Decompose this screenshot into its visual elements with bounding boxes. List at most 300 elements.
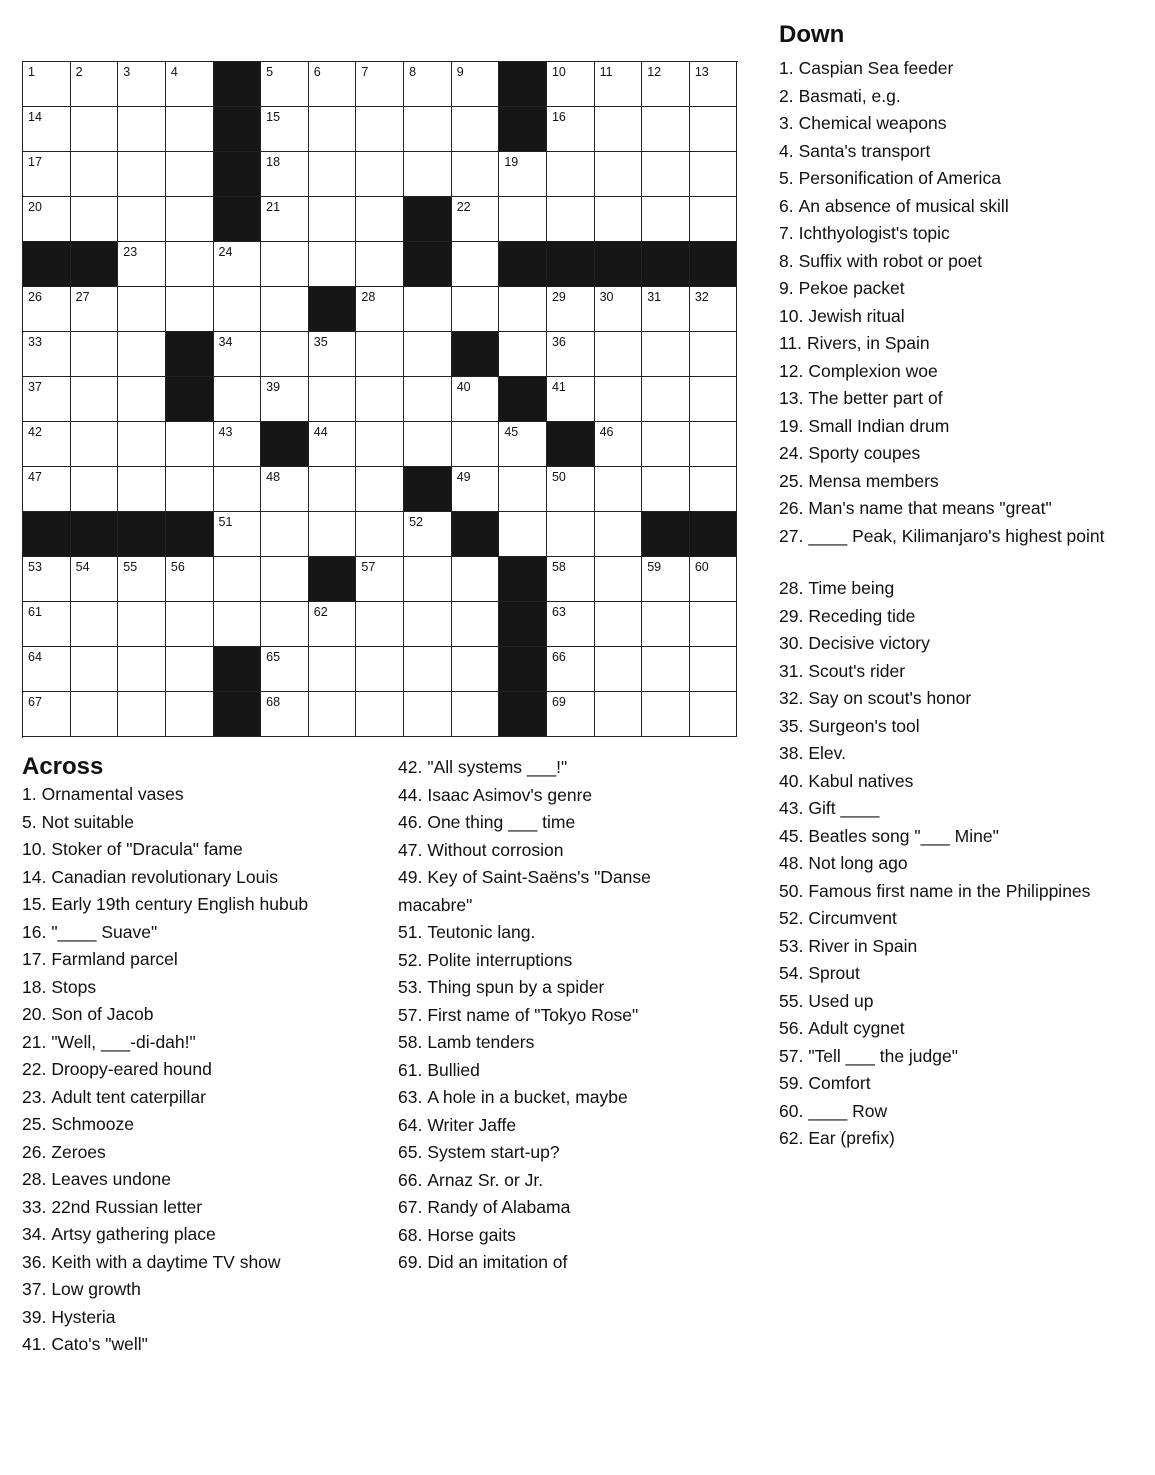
across-clues-column-1 (22, 781, 382, 1359)
grid-cell[interactable] (404, 602, 452, 647)
grid-cell[interactable] (309, 152, 357, 197)
grid-cell[interactable] (214, 422, 262, 467)
grid-cell[interactable] (404, 422, 452, 467)
clue-number-label: 3. (779, 113, 794, 133)
clue-text: "Well, ___-di-dah!" (51, 1031, 196, 1052)
grid-cell[interactable] (118, 152, 166, 197)
clue-number: 46 (599, 425, 614, 440)
grid-cell[interactable] (452, 377, 500, 422)
grid-cell[interactable] (214, 332, 262, 377)
grid-cell[interactable] (690, 692, 738, 737)
grid-cell[interactable] (309, 647, 357, 692)
black-square (214, 62, 262, 107)
clue-item (22, 1276, 382, 1304)
grid-cell[interactable] (642, 467, 690, 512)
grid-cell[interactable] (118, 557, 166, 602)
grid-cell[interactable] (261, 107, 309, 152)
grid-cell[interactable] (690, 557, 738, 602)
clue-number: 49 (456, 470, 471, 485)
grid-cell[interactable] (261, 377, 309, 422)
grid-cell[interactable] (166, 467, 214, 512)
clue-item (779, 55, 1149, 83)
grid-cell[interactable] (356, 692, 404, 737)
grid-cell[interactable] (547, 152, 595, 197)
grid-cell[interactable] (261, 287, 309, 332)
clue-number-label: 28. (779, 578, 804, 598)
clue-text: Personification of America (798, 168, 1001, 188)
grid-cell[interactable] (642, 107, 690, 152)
grid-cell[interactable] (404, 377, 452, 422)
black-square (499, 602, 547, 647)
grid-cell[interactable] (261, 602, 309, 647)
clue-number-label: 40. (779, 770, 804, 791)
grid-cell[interactable] (642, 377, 690, 422)
grid-cell[interactable] (499, 287, 547, 332)
grid-cell[interactable] (118, 692, 166, 737)
grid-cell[interactable] (309, 107, 357, 152)
grid-cell[interactable] (356, 467, 404, 512)
clue-text: Small Indian drum (808, 415, 950, 436)
grid-cell[interactable] (595, 152, 643, 197)
clue-text: Low growth (51, 1279, 141, 1299)
clue-number-label: 39. (22, 1306, 47, 1327)
grid-cell[interactable] (166, 422, 214, 467)
grid-cell[interactable] (452, 467, 500, 512)
grid-cell[interactable] (547, 647, 595, 692)
clue-number: 20 (28, 200, 42, 215)
grid-cell[interactable] (595, 557, 643, 602)
grid-cell[interactable] (356, 332, 404, 377)
clue-item (22, 836, 382, 864)
grid-cell[interactable] (547, 287, 595, 332)
clue-item (22, 809, 382, 837)
grid-cell[interactable] (71, 332, 119, 377)
black-square (166, 332, 214, 377)
clue-number: 62 (313, 605, 328, 620)
grid-cell[interactable] (642, 152, 690, 197)
clue-item (22, 1194, 382, 1222)
grid-cell[interactable] (595, 332, 643, 377)
clue-number: 58 (551, 560, 566, 575)
grid-cell[interactable] (404, 287, 452, 332)
grid-cell[interactable] (690, 62, 738, 107)
grid-cell[interactable] (642, 602, 690, 647)
clue-number-label: 2. (779, 85, 794, 106)
clue-number-label: 36. (22, 1251, 47, 1272)
grid-cell[interactable] (309, 512, 357, 557)
clue-number: 11 (599, 65, 613, 79)
clue-number: 54 (75, 560, 90, 575)
grid-cell[interactable] (118, 242, 166, 287)
grid-cell[interactable] (261, 242, 309, 287)
grid-cell[interactable] (118, 332, 166, 377)
grid-cell[interactable] (547, 197, 595, 242)
clue-item (779, 523, 1149, 551)
grid-cell[interactable] (499, 197, 547, 242)
clue-item (779, 850, 1149, 878)
clue-number: 6 (313, 65, 321, 79)
grid-cell[interactable] (356, 242, 404, 287)
clue-item (779, 193, 1149, 221)
grid-cell[interactable] (166, 287, 214, 332)
clue-number: 33 (28, 335, 42, 350)
clue-item (779, 1125, 1149, 1153)
clue-item (22, 1139, 382, 1167)
clue-text: Horse gaits (427, 1224, 516, 1245)
grid-cell[interactable] (118, 287, 166, 332)
grid-cell[interactable] (23, 62, 71, 107)
grid-cell[interactable] (356, 377, 404, 422)
clue-number: 35 (313, 335, 328, 350)
grid-cell[interactable] (309, 62, 357, 107)
grid-cell[interactable] (595, 287, 643, 332)
grid-cell[interactable] (547, 377, 595, 422)
grid-cell[interactable] (356, 197, 404, 242)
grid-cell[interactable] (642, 197, 690, 242)
grid-cell[interactable] (690, 287, 738, 332)
grid-cell[interactable] (642, 557, 690, 602)
grid-cell[interactable] (309, 422, 357, 467)
clue-number: 53 (28, 560, 42, 575)
grid-cell[interactable] (356, 602, 404, 647)
grid-cell[interactable] (452, 602, 500, 647)
grid-cell[interactable] (595, 647, 643, 692)
clue-item (779, 440, 1149, 468)
grid-cell[interactable] (642, 647, 690, 692)
grid-cell[interactable] (595, 62, 643, 107)
clue-number: 16 (551, 110, 566, 125)
clue-text: Keith with a daytime TV show (51, 1251, 281, 1272)
grid-cell[interactable] (690, 422, 738, 467)
grid-cell[interactable] (595, 602, 643, 647)
grid-cell[interactable] (261, 197, 309, 242)
grid-cell[interactable] (118, 62, 166, 107)
clue-number-label: 19. (779, 415, 804, 436)
grid-cell[interactable] (23, 602, 71, 647)
grid-cell[interactable] (690, 197, 738, 242)
clue-number-label: 33. (22, 1196, 47, 1217)
grid-cell[interactable] (166, 107, 214, 152)
grid-cell[interactable] (452, 242, 500, 287)
clue-number: 12 (647, 65, 662, 79)
grid-cell[interactable] (404, 557, 452, 602)
grid-cell[interactable] (214, 242, 262, 287)
grid-cell[interactable] (71, 602, 119, 647)
clue-number: 61 (28, 605, 42, 620)
grid-cell[interactable] (404, 512, 452, 557)
clue-number-label: 43. (779, 798, 804, 818)
grid-cell[interactable] (261, 332, 309, 377)
clue-number-label: 53. (779, 935, 804, 956)
grid-cell[interactable] (71, 467, 119, 512)
clue-item (398, 1002, 698, 1030)
grid-cell[interactable] (356, 647, 404, 692)
clue-text: Gift ____ (808, 798, 880, 818)
grid-cell[interactable] (547, 557, 595, 602)
clue-text: Decisive victory (808, 633, 930, 653)
grid-cell[interactable] (118, 647, 166, 692)
grid-cell[interactable] (71, 287, 119, 332)
grid-cell[interactable] (547, 467, 595, 512)
grid-cell[interactable] (595, 422, 643, 467)
grid-cell[interactable] (261, 692, 309, 737)
grid-cell[interactable] (690, 467, 738, 512)
clue-text: Stops (51, 976, 97, 997)
grid-cell[interactable] (118, 422, 166, 467)
clue-number: 50 (551, 470, 566, 485)
grid-cell[interactable] (547, 62, 595, 107)
grid-cell[interactable] (309, 332, 357, 377)
black-square (404, 197, 452, 242)
clue-item (779, 933, 1149, 961)
black-square (452, 512, 500, 557)
grid-cell[interactable] (214, 467, 262, 512)
grid-cell[interactable] (118, 377, 166, 422)
grid-cell[interactable] (595, 377, 643, 422)
grid-cell[interactable] (356, 512, 404, 557)
grid-cell[interactable] (71, 647, 119, 692)
black-square (309, 557, 357, 602)
grid-cell[interactable] (214, 377, 262, 422)
grid-cell[interactable] (166, 152, 214, 197)
grid-cell[interactable] (71, 152, 119, 197)
grid-cell[interactable] (499, 512, 547, 557)
grid-cell[interactable] (166, 62, 214, 107)
grid-cell[interactable] (356, 152, 404, 197)
clue-text: ____ Peak, Kilimanjaro's highest point (808, 525, 1105, 546)
grid-cell[interactable] (452, 422, 500, 467)
grid-cell[interactable] (404, 107, 452, 152)
grid-cell[interactable] (118, 197, 166, 242)
grid-cell[interactable] (309, 377, 357, 422)
grid-cell[interactable] (118, 107, 166, 152)
clue-text: Lamb tenders (427, 1032, 535, 1052)
grid-cell[interactable] (23, 467, 71, 512)
grid-cell[interactable] (690, 602, 738, 647)
clue-number-label: 66. (398, 1169, 423, 1190)
grid-cell[interactable] (642, 692, 690, 737)
clue-number: 8 (409, 65, 417, 79)
grid-cell[interactable] (595, 197, 643, 242)
clue-item (22, 919, 382, 947)
grid-cell[interactable] (118, 467, 166, 512)
grid-cell[interactable] (71, 107, 119, 152)
grid-cell[interactable] (71, 422, 119, 467)
grid-cell[interactable] (404, 332, 452, 377)
grid-cell[interactable] (499, 152, 547, 197)
grid-cell[interactable] (309, 197, 357, 242)
grid-cell[interactable] (166, 197, 214, 242)
grid-cell[interactable] (23, 692, 71, 737)
grid-cell[interactable] (690, 107, 738, 152)
grid-cell[interactable] (404, 62, 452, 107)
grid-cell[interactable] (690, 332, 738, 377)
grid-cell[interactable] (309, 242, 357, 287)
clue-number-label: 69. (398, 1252, 423, 1272)
clue-number-label: 11. (779, 333, 803, 353)
grid-cell[interactable] (642, 422, 690, 467)
grid-cell[interactable] (547, 692, 595, 737)
clue-text: The better part of (808, 388, 943, 408)
grid-cell[interactable] (595, 107, 643, 152)
grid-cell[interactable] (499, 467, 547, 512)
clue-text: Thing spun by a spider (427, 977, 605, 997)
grid-cell[interactable] (214, 287, 262, 332)
grid-cell[interactable] (309, 692, 357, 737)
clue-item (398, 1057, 698, 1085)
grid-cell[interactable] (595, 467, 643, 512)
grid-cell[interactable] (261, 512, 309, 557)
clue-item (779, 768, 1149, 796)
clue-number-label: 32. (779, 688, 804, 708)
grid-cell[interactable] (642, 62, 690, 107)
clue-number: 15 (266, 110, 281, 125)
grid-cell[interactable] (23, 422, 71, 467)
grid-cell[interactable] (595, 692, 643, 737)
black-square (404, 467, 452, 512)
clue-text: Caspian Sea feeder (798, 58, 954, 78)
grid-cell[interactable] (642, 332, 690, 377)
clue-number: 18 (266, 155, 281, 170)
grid-cell[interactable] (214, 557, 262, 602)
clue-text: Mensa members (808, 470, 939, 491)
clue-number-label: 12. (779, 360, 804, 381)
grid-cell[interactable] (690, 152, 738, 197)
grid-cell[interactable] (71, 377, 119, 422)
grid-cell[interactable] (404, 692, 452, 737)
grid-cell[interactable] (452, 647, 500, 692)
grid-cell[interactable] (547, 512, 595, 557)
black-square (118, 512, 166, 557)
clue-number: 7 (361, 65, 369, 79)
clue-number: 2 (75, 65, 83, 79)
clue-item (22, 781, 382, 809)
grid-cell[interactable] (690, 647, 738, 692)
grid-cell[interactable] (309, 602, 357, 647)
clue-item (398, 1194, 698, 1222)
grid-cell[interactable] (23, 152, 71, 197)
grid-cell[interactable] (642, 287, 690, 332)
clue-number: 69 (551, 695, 566, 710)
black-square (214, 647, 262, 692)
grid-cell[interactable] (547, 332, 595, 377)
grid-cell[interactable] (118, 602, 166, 647)
grid-cell[interactable] (499, 422, 547, 467)
clue-number-label: 9. (779, 278, 794, 298)
clue-item (398, 809, 698, 837)
grid-cell[interactable] (690, 377, 738, 422)
grid-cell[interactable] (23, 332, 71, 377)
clue-text: Isaac Asimov's genre (427, 784, 593, 805)
clue-item (779, 795, 1149, 823)
grid-cell[interactable] (356, 107, 404, 152)
clue-text: Adult cygnet (808, 1018, 905, 1038)
clue-number: 59 (647, 560, 662, 575)
grid-cell[interactable] (261, 647, 309, 692)
grid-cell[interactable] (547, 602, 595, 647)
grid-cell[interactable] (404, 152, 452, 197)
grid-cell[interactable] (356, 422, 404, 467)
clue-item (398, 974, 698, 1002)
grid-cell[interactable] (23, 197, 71, 242)
grid-cell[interactable] (452, 692, 500, 737)
black-square (499, 107, 547, 152)
clue-number: 66 (551, 650, 566, 665)
black-square (690, 242, 738, 287)
grid-cell[interactable] (23, 287, 71, 332)
clue-text: Farmland parcel (51, 949, 178, 969)
clue-number: 37 (28, 380, 42, 395)
grid-cell[interactable] (499, 332, 547, 377)
clue-text: Son of Jacob (51, 1004, 154, 1024)
grid-cell[interactable] (356, 557, 404, 602)
clue-text: Did an imitation of (427, 1252, 568, 1272)
grid-cell[interactable] (452, 287, 500, 332)
grid-cell[interactable] (261, 467, 309, 512)
grid-cell[interactable] (166, 242, 214, 287)
clue-number-label: 18. (22, 976, 47, 997)
grid-cell[interactable] (309, 467, 357, 512)
clue-number-label: 65. (398, 1142, 423, 1162)
clue-text: Jewish ritual (808, 305, 905, 326)
grid-cell[interactable] (23, 557, 71, 602)
grid-cell[interactable] (261, 62, 309, 107)
clue-item (779, 988, 1149, 1016)
clue-text: Artsy gathering place (51, 1224, 216, 1244)
grid-cell[interactable] (356, 62, 404, 107)
grid-cell[interactable] (166, 647, 214, 692)
black-square (404, 242, 452, 287)
grid-cell[interactable] (452, 107, 500, 152)
grid-cell[interactable] (166, 692, 214, 737)
grid-cell[interactable] (452, 197, 500, 242)
grid-cell[interactable] (71, 62, 119, 107)
grid-cell[interactable] (261, 152, 309, 197)
grid-cell[interactable] (452, 152, 500, 197)
clue-text: Hysteria (51, 1306, 116, 1327)
grid-cell[interactable] (547, 107, 595, 152)
clue-number-label: 37. (22, 1279, 47, 1299)
clue-number-label: 62. (779, 1128, 804, 1148)
grid-cell[interactable] (595, 512, 643, 557)
clue-number-label: 22. (22, 1059, 47, 1079)
grid-cell[interactable] (23, 107, 71, 152)
grid-cell[interactable] (166, 557, 214, 602)
grid-cell[interactable] (356, 287, 404, 332)
grid-cell[interactable] (23, 647, 71, 692)
grid-cell[interactable] (452, 557, 500, 602)
clue-item (779, 713, 1149, 741)
clue-number-label: 24. (779, 443, 804, 463)
black-square (214, 107, 262, 152)
clue-item (779, 138, 1149, 166)
grid-cell[interactable] (404, 647, 452, 692)
grid-cell[interactable] (71, 692, 119, 737)
grid-cell[interactable] (214, 512, 262, 557)
clue-number-label: 6. (779, 195, 794, 216)
grid-cell[interactable] (166, 602, 214, 647)
grid-cell[interactable] (71, 197, 119, 242)
grid-cell[interactable] (23, 377, 71, 422)
clue-item (779, 740, 1149, 768)
clue-number: 29 (551, 290, 566, 305)
clue-number: 32 (694, 290, 709, 305)
grid-cell[interactable] (214, 602, 262, 647)
grid-cell[interactable] (261, 557, 309, 602)
grid-cell[interactable] (71, 557, 119, 602)
clue-text: Pekoe packet (798, 278, 905, 298)
grid-cell[interactable] (452, 62, 500, 107)
